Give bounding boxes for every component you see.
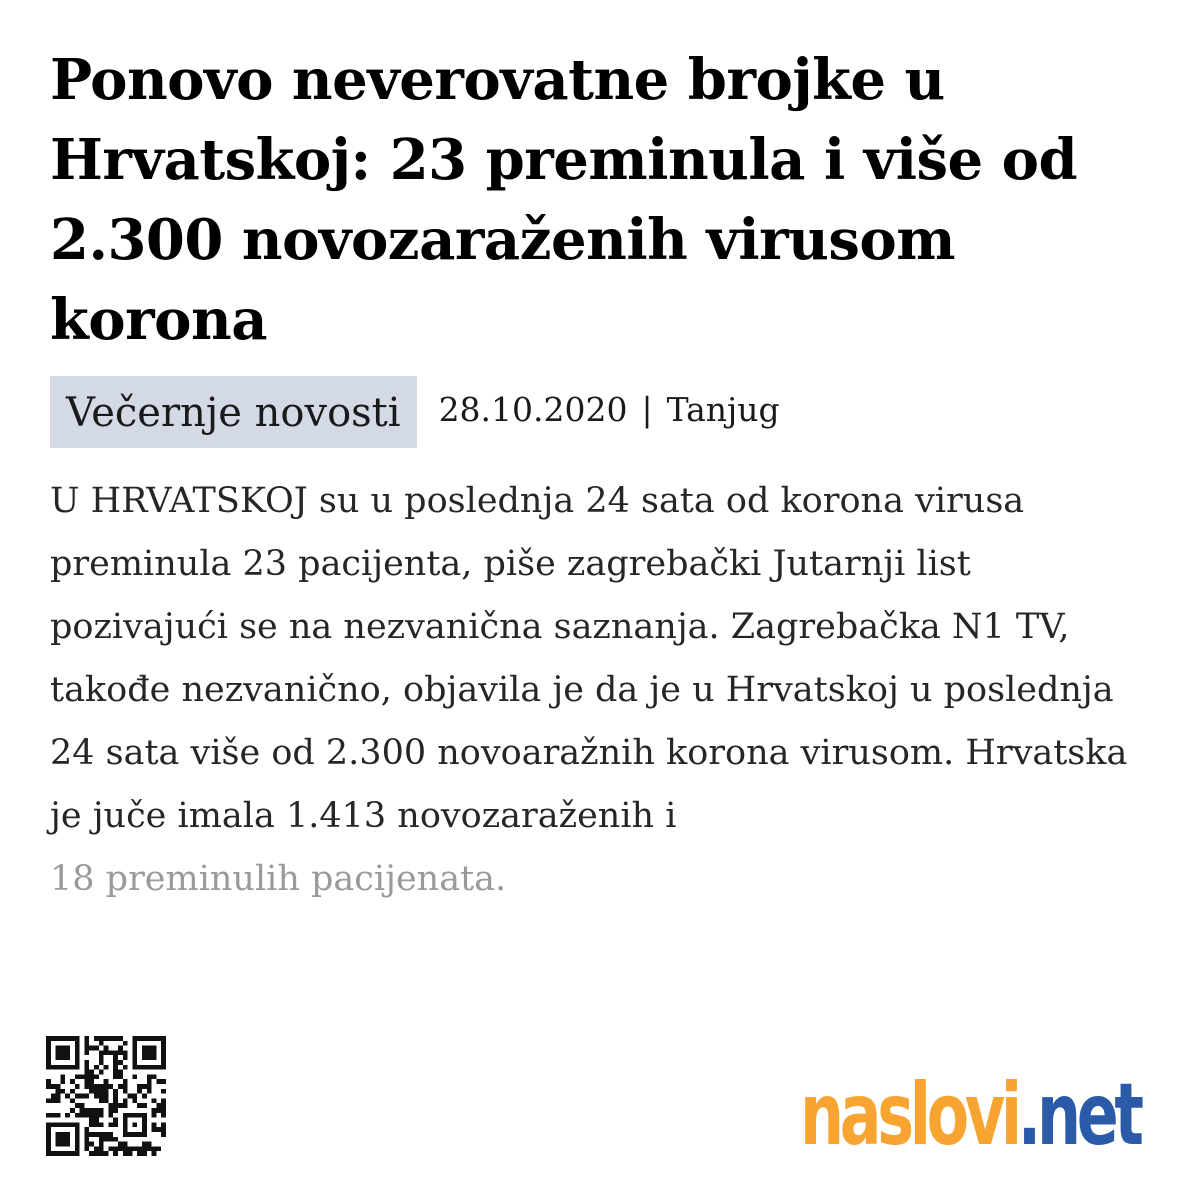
logo-text-dot: .: [1017, 1063, 1038, 1165]
article-card: [50, 40, 1160, 911]
logo-text-main: naslovi: [800, 1063, 1018, 1165]
article-headline[interactable]: Ponovo neverovatne brojke u Hrvatskoj: 23 preminula i više od 2.300 novozaraženih virusom korona: [50, 47, 1078, 353]
qr-code-icon[interactable]: [46, 1036, 166, 1156]
article-date: 28.10.2020: [438, 390, 628, 429]
article-meta: [50, 376, 1160, 448]
naslovi-net-logo[interactable]: [800, 1052, 1170, 1172]
logo-text: [800, 1064, 1143, 1165]
article-body-text: U HRVATSKOJ su u poslednja 24 sata od korona virusa preminula 23 pacijenta, piše zagrebački Jutarnji list pozivajući se na nezvanična saznanja. Zagrebačka N1 TV, takođe nezvanično, objavila je da je u Hrvatskoj u poslednja 24 sata više od 2.300 novoaražnih korona virusom. Hrvatska je juče imala 1.413 novozaraženih i: [50, 481, 1128, 836]
article-body: [50, 470, 1150, 911]
logo-text-suffix: net: [1037, 1063, 1140, 1165]
article-body-faded: 18 preminulih pacijenata.: [50, 859, 507, 899]
article-author: Tanjug: [666, 390, 780, 429]
article-byline: [439, 376, 780, 444]
meta-separator: |: [641, 390, 653, 429]
source-badge[interactable]: Večernje novosti: [50, 376, 417, 448]
